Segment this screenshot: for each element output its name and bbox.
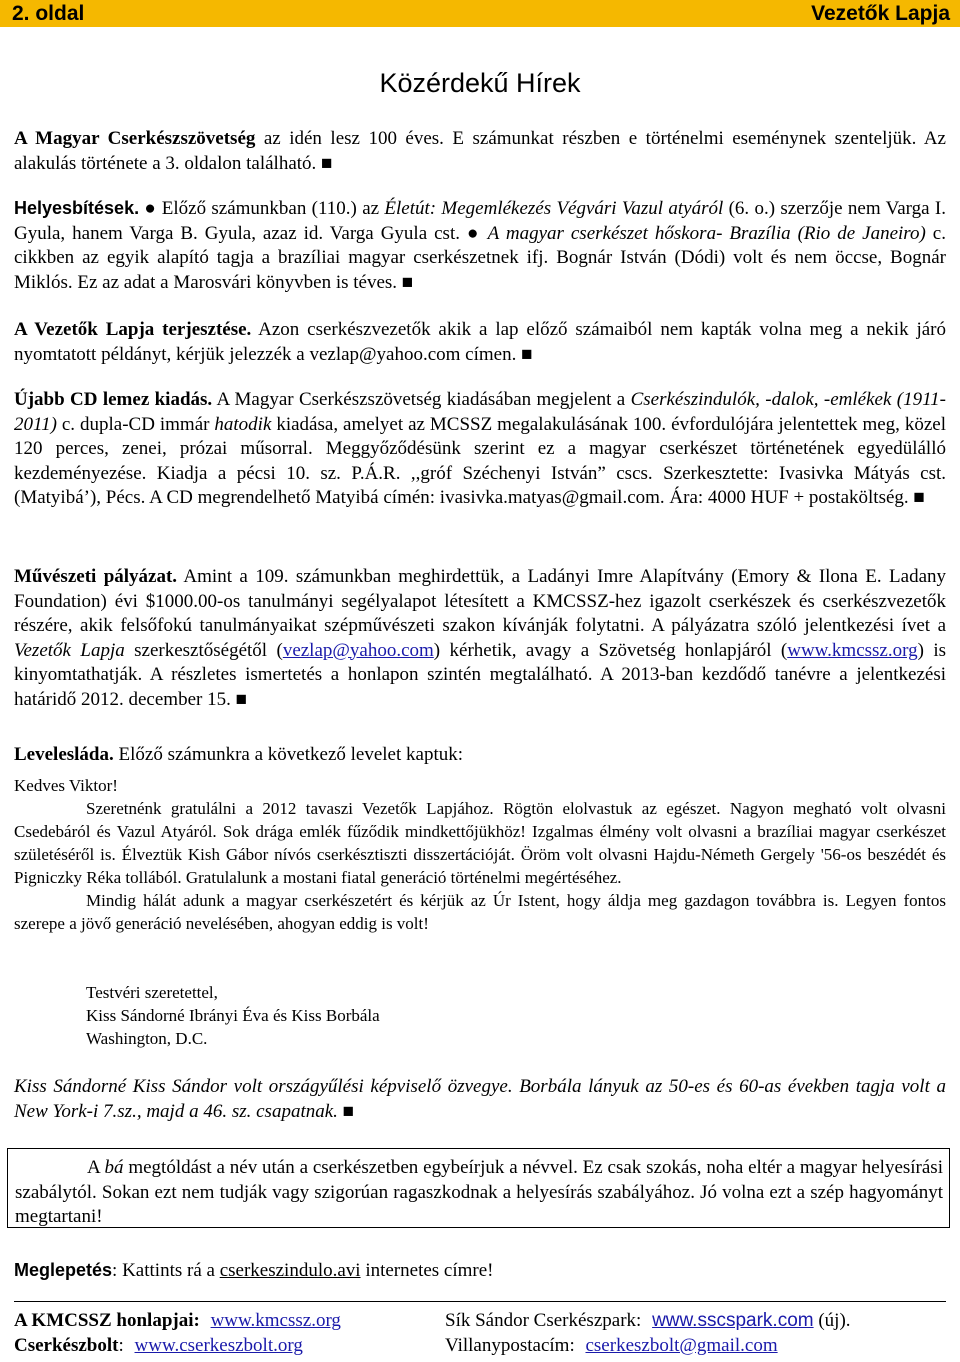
cd-text-1: A Magyar Cserkészszövetség kiadásában megjelent a [212,389,631,410]
surprise-link[interactable]: cserkeszindulo.avi [219,1260,361,1281]
art-web-link[interactable]: www.kmcssz.org [787,639,918,661]
letter-note: Kiss Sándorné Kiss Sándor volt országyűlési képviselő özvegye. Borbála lányuk az 50-es és 60-as években tagja volt a New York-i 7.sz., majd a 46. sz. csapatnak. ■ [14,1076,946,1122]
box-text-1: A [87,1157,105,1178]
note-box [7,1148,950,1228]
letter-body [14,774,946,935]
surprise-text-1: : Kattints rá a [112,1260,220,1281]
centenary-paragraph [14,127,946,176]
corrections-paragraph [14,196,946,295]
corrections-text-3: c. cikkben az egyik alapító tagja a brazíliai magyar cserkészetnek ifj. Bognár István (Dódi) volt és nem öccse, Bognár Miklós. Ez az adat a Marosvári könyvben is téves. ■ [14,222,946,293]
note-box-text [15,1156,943,1230]
distribution-paragraph [14,318,946,367]
letter-paragraph-1: Szeretnénk gratulálni a 2012 tavaszi Vezetők Lapjához. Rögtön elolvastuk az egészet. Nagyon megható volt olvasni Csedebáról és Vazul Atyáról. Sok drága emlék fűződik mindkettőjükhöz! Izgalmas élmény volt olvasni a brazíliai magyar cserkészet születéséről is. Élveztük Kish Gábor nívós cserkésztiszti disszertációját. Öröm volt olvasni Hajdu-Németh Gergely '56-os beszédét és Pigniczky Réka tollából. Gratulalunk a mostani fiatal generáció történelmi megértéséhez. [14,799,946,887]
surprise-paragraph [14,1258,946,1284]
footer-mail [445,1334,778,1358]
letters-heading [14,743,946,768]
corrections-article-title: Életút: Megemlékezés Végvári Vazul atyáról [384,198,724,219]
distribution-text: Azon cserkészvezetők akik a lap előző számaiból nem kapták volna meg a nekik járó nyomtatott példányt, kérjük jelezzék a vezlap@yahoo.com címen. ■ [14,319,946,365]
art-email-link[interactable]: vezlap@yahoo.com [282,639,434,661]
footer-shop-colon: : [118,1335,124,1356]
cd-lead: Újabb CD lemez kiadás. [14,389,213,410]
art-text-4: ) is kinyomtathatják. A részletes ismertetés a honlapon szintén megtalálható. A 2013-ban kezdődő tanévre a jelentkezési határidő 2012. december 15. ■ [14,639,946,710]
letters-lead: Levelesláda. [14,744,114,765]
footer-mail-label: Villanypostacím: [445,1335,575,1356]
art-text-2: szerkesztőségétől ( [124,639,283,661]
distribution-lead: A Vezetők Lapja terjesztése. [14,319,252,340]
footer-homepage [14,1309,341,1333]
box-text-2: megtóldást a név után a cserkészetben egybeírjuk a névvel. Ez csak szokás, noha eltér a magyar helyesírási szabálytól. Sokan ezt nem tudják vagy szigorúan ragaszkodnak a helyesírás szabályához. Jó volna ezt a szép hagyományt megtartani! [15,1157,943,1227]
corrections-lead: Helyesbítések. [14,198,140,218]
page-header [0,0,960,27]
art-paragraph [14,565,946,712]
cd-text-3: kiadása, amelyet az MCSSZ megalakulásának 100. évfordulójára jelentettek meg, közel 120 perces, zenei, prózai műsorral. Meggyőződésünk szerint ez a magyar cserkészet történetének egyedülálló kezdeményezése. Kiadja a pécsi 10. sz. P.Á.R. ,,gróf Széchenyi István” cscs. Szerkesztette: Ivasivka Mátyás cst. (Matyibá’), Pécs. A CD megrendelhető Matyibá címén: ivasivka.matyas@gmail.com. Ára: 4000 HUF + postaköltség. ■ [14,413,946,508]
corrections-text-2: (6. o.) szerzője nem Varga I. Gyula, hanem Varga B. Gyula, azaz id. Varga Gyula cst. ● [14,198,946,244]
letter-greeting: Kedves Viktor! [14,776,118,795]
footer-homepage-label: A KMCSSZ honlapjai: [14,1310,200,1331]
letter-location: Washington, D.C. [86,1029,208,1048]
corrections-text-1: ● Előző számunkban (110.) az [139,198,385,219]
centenary-lead: A Magyar Cserkészszövetség [14,128,256,149]
art-publication: Vezetők Lapja [14,639,125,661]
art-text-1: Amint a 109. számunkban meghirdettük, a Ladányi Imre Alapítvány (Emory & Ilona E. Ladany Foundation) évi $1000.00-os tanulmányi segélyalapot létesített a KMCSSZ-hez igazolt cserkészek és cserkészvezetők részére, akik felsőfokú tanulmányaikat szépművészeti szakon kívánják folytatni. A pályázatra szóló jelentkezési ívet a [14,566,946,636]
cd-album-title: Cserkészindulók, -dalok, -emlékek (1911-2011) [14,389,946,435]
letter-signers: Kiss Sándorné Ibrányi Éva és Kiss Borbála [86,1006,380,1025]
surprise-text-2: internetes címre! [360,1260,494,1281]
footer-mail-link[interactable]: cserkeszbolt@gmail.com [585,1335,778,1356]
corrections-article-title-2: A magyar cserkészet hőskora- Brazília (Rio de Janeiro) [487,222,926,244]
letter-closing: Testvéri szeretettel, [86,983,218,1002]
page-number: 2. oldal [12,2,85,25]
letters-intro: Előző számunkra a következő levelet kaptuk: [113,744,464,765]
centenary-text: az idén lesz 100 éves. E számunkat részben e történelmi eseménynek szenteljük. Az alakulás története a 3. oldalon található. ■ [14,128,946,174]
publication-name: Vezetők Lapja [811,2,950,25]
surprise-lead: Meglepetés [14,1260,113,1280]
footer-divider [14,1301,946,1302]
footer-shop-link[interactable]: www.cserkeszbolt.org [134,1335,303,1356]
box-term: bá [104,1157,124,1178]
cd-text-2: c. dupla-CD immár [56,413,215,435]
footer-park [445,1309,851,1333]
footer-shop-label: Cserkészbolt [14,1335,119,1356]
art-text-3: ) kérhetik, avagy a Szövetség honlapjáról ( [433,639,788,661]
cd-edition: hatodik [214,413,272,435]
footer-park-link[interactable]: www.sscspark.com [652,1310,814,1331]
footer-park-note: (új). [813,1310,851,1331]
footer-shop [14,1334,303,1358]
art-lead: Művészeti pályázat. [14,566,178,587]
cd-paragraph [14,388,946,511]
footer-park-label: Sík Sándor Cserkészpark: [445,1310,642,1331]
page-title: Közérdekű Hírek [379,68,581,98]
footer-homepage-link[interactable]: www.kmcssz.org [210,1310,341,1331]
letter-paragraph-2: Mindig hálát adunk a magyar cserkészetért és kérjük az Úr Istent, hogy áldja meg gazdagon továbbra is. Legyen fontos szerepe a jövő generáció nevelésében, ahogyan eddig is volt! [14,891,946,933]
